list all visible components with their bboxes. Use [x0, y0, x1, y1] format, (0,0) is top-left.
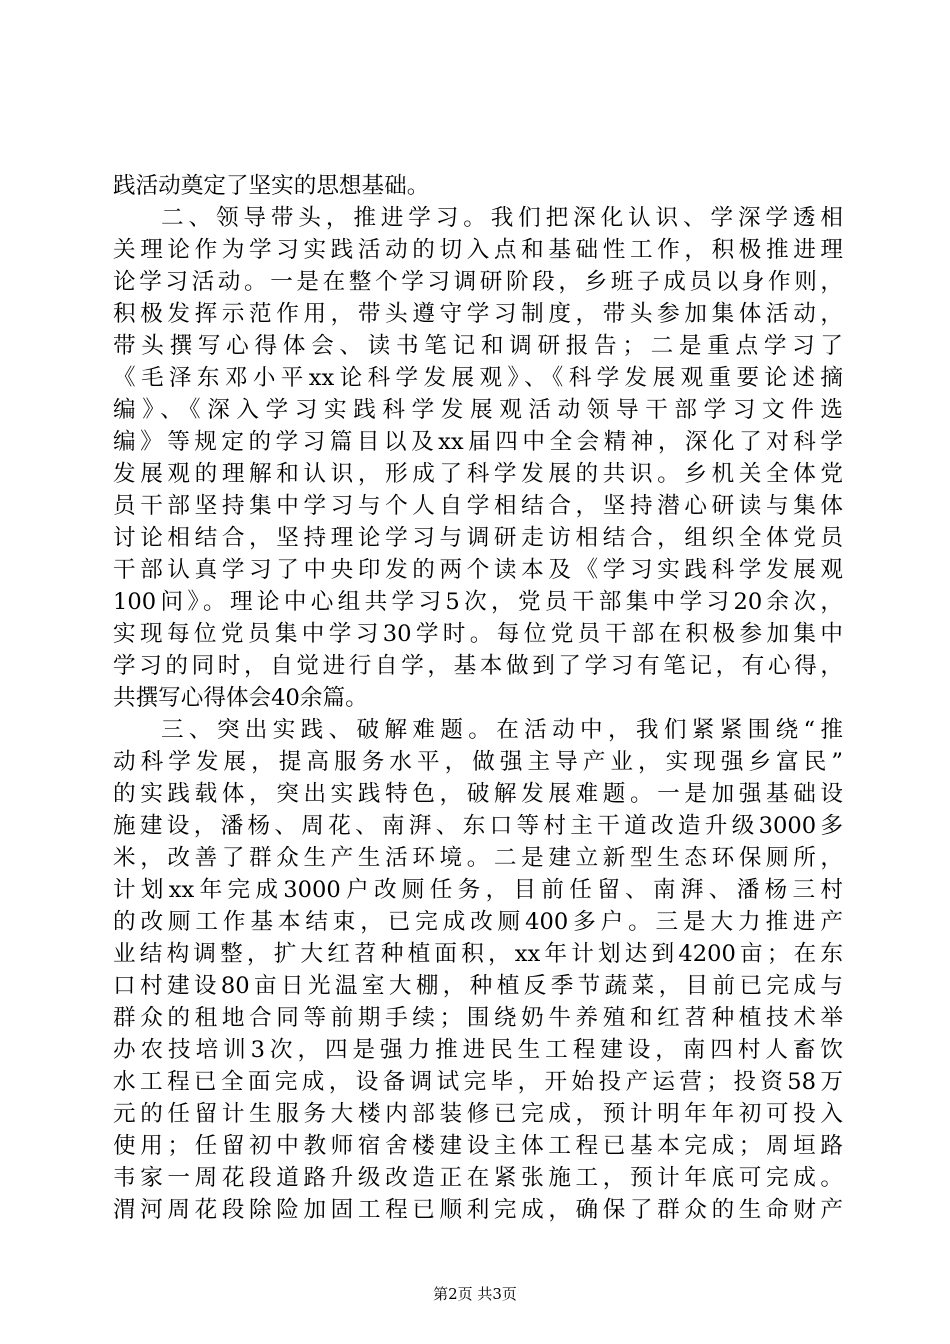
text-line: 水工程已全面完成，设备调试完毕，开始投产运营；投资58万	[113, 1069, 843, 1095]
text-line: 实现每位党员集中学习30学时。每位党员干部在积极参加集中	[113, 621, 843, 647]
text-line: 米，改善了群众生产生活环境。二是建立新型生态环保厕所，	[113, 845, 843, 871]
text-line: 干部认真学习了中央印发的两个读本及《学习实践科学发展观	[113, 557, 843, 583]
text-line: 发展观的理解和认识，形成了科学发展的共识。乡机关全体党	[113, 461, 843, 487]
para-section-two	[113, 202, 843, 714]
text-line: 的改厕工作基本结束，已完成改厕400多户。三是大力推进产	[113, 909, 843, 935]
text-line: 渭河周花段除险加固工程已顺利完成，确保了群众的生命财产	[113, 1197, 843, 1223]
para-section-three	[113, 714, 843, 1226]
text-line: 践活动奠定了坚实的思想基础。	[113, 173, 430, 199]
document-body	[113, 170, 843, 1226]
text-line: 编》等规定的学习篇目以及xx届四中全会精神，深化了对科学	[113, 429, 843, 455]
page-footer: 第2页 共3页	[433, 1285, 517, 1303]
text-line: 群众的租地合同等前期手续；围绕奶牛养殖和红苕种植技术举	[113, 1005, 843, 1031]
para-continuation	[113, 170, 843, 202]
text-line: 施建设，潘杨、周花、南湃、东口等村主干道改造升级3000多	[113, 813, 843, 839]
text-line: 的实践载体，突出实践特色，破解发展难题。一是加强基础设	[113, 781, 843, 807]
text-line: 《毛泽东邓小平xx论科学发展观》、《科学发展观重要论述摘	[113, 365, 843, 391]
text-line: 口村建设80亩日光温室大棚，种植反季节蔬菜，目前已完成与	[113, 973, 843, 999]
text-line: 共撰写心得体会40余篇。	[113, 685, 368, 711]
text-line: 带头撰写心得体会、读书笔记和调研报告；二是重点学习了	[113, 333, 843, 359]
text-line: 计划xx年完成3000户改厕任务，目前任留、南湃、潘杨三村	[113, 877, 843, 903]
text-line: 办农技培训3次，四是强力推进民生工程建设，南四村人畜饮	[113, 1037, 843, 1063]
text-line: 元的任留计生服务大楼内部装修已完成，预计明年年初可投入	[113, 1101, 843, 1127]
text-line: 二、领导带头，推进学习。我们把深化认识、学深学透相	[161, 205, 843, 231]
text-line: 使用；任留初中教师宿舍楼建设主体工程已基本完成；周垣路	[113, 1133, 843, 1159]
text-line: 论学习活动。一是在整个学习调研阶段，乡班子成员以身作则，	[113, 269, 843, 295]
text-line: 关理论作为学习实践活动的切入点和基础性工作，积极推进理	[113, 237, 843, 263]
text-line: 韦家一周花段道路升级改造正在紧张施工，预计年底可完成。	[113, 1165, 843, 1191]
text-line: 三、突出实践、破解难题。在活动中，我们紧紧围绕“推	[161, 717, 843, 743]
text-line: 编》、《深入学习实践科学发展观活动领导干部学习文件选	[113, 397, 843, 423]
text-line: 员干部坚持集中学习与个人自学相结合，坚持潜心研读与集体	[113, 493, 843, 519]
text-line: 讨论相结合，坚持理论学习与调研走访相结合，组织全体党员	[113, 525, 843, 551]
text-line: 动科学发展，提高服务水平，做强主导产业，实现强乡富民”	[113, 749, 843, 775]
text-line: 100问》。理论中心组共学习5次，党员干部集中学习20余次，	[113, 589, 843, 615]
text-line: 学习的同时，自觉进行自学，基本做到了学习有笔记，有心得，	[113, 653, 843, 679]
text-line: 业结构调整，扩大红苕种植面积，xx年计划达到4200亩；在东	[113, 941, 843, 967]
text-line: 积极发挥示范作用，带头遵守学习制度，带头参加集体活动，	[113, 301, 843, 327]
